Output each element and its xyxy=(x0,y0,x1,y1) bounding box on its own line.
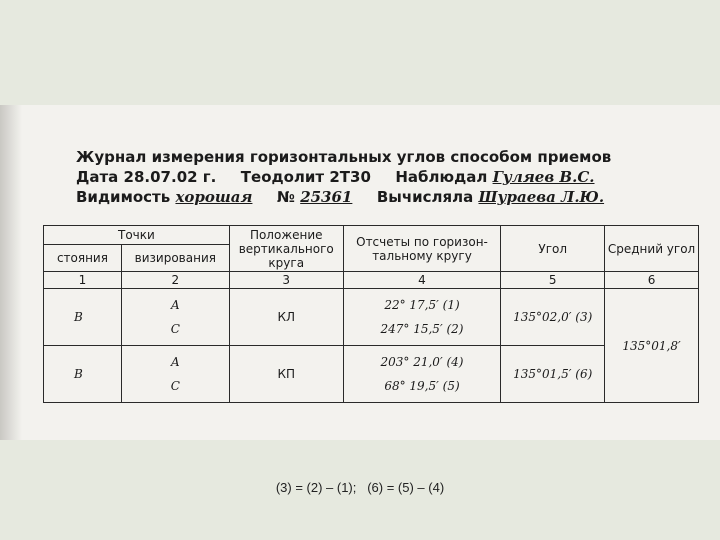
circle-position-cell: КЛ xyxy=(229,289,343,346)
observer-value: Гуляев В.С. xyxy=(492,168,595,186)
heading-date-line xyxy=(76,167,676,187)
sighting-c: С xyxy=(170,379,180,393)
theodolite-value: 2Т30 xyxy=(329,168,371,186)
angle-cell: 135°01,5′ (6) xyxy=(501,346,605,403)
reading-a: 203° 21,0′ (4) xyxy=(380,355,464,369)
readings-cell xyxy=(343,289,501,346)
header-mean-angle: Средний угол xyxy=(605,226,699,272)
column-number: 6 xyxy=(605,272,699,289)
station-cell: В xyxy=(44,289,122,346)
number-value: 25361 xyxy=(300,188,353,206)
column-number: 4 xyxy=(343,272,501,289)
observer-label: Наблюдал xyxy=(395,168,488,186)
angle-cell: 135°02,0′ (3) xyxy=(501,289,605,346)
calculated-value: Шураева Л.Ю. xyxy=(478,188,605,206)
date-label: Дата xyxy=(76,168,119,186)
journal-heading xyxy=(76,147,676,207)
table-row-kl xyxy=(44,289,699,346)
circle-position-cell: КП xyxy=(229,346,343,403)
readings-cell xyxy=(343,346,501,403)
calculated-label: Вычисляла xyxy=(376,188,474,206)
title-band xyxy=(0,0,720,106)
page-gutter-shadow xyxy=(0,105,22,440)
mean-angle-cell: 135°01,8′ xyxy=(605,289,699,403)
heading-title: Журнал измерения горизонтальных углов способом приемов xyxy=(76,148,612,166)
column-number: 3 xyxy=(229,272,343,289)
column-number: 1 xyxy=(44,272,122,289)
column-number: 2 xyxy=(121,272,229,289)
header-angle: Угол xyxy=(501,226,605,272)
table-header-row xyxy=(44,226,699,245)
visibility-label: Видимость xyxy=(76,188,171,206)
reading-a: 22° 17,5′ (1) xyxy=(384,298,460,312)
reading-c: 247° 15,5′ (2) xyxy=(380,322,464,336)
sighting-a: А xyxy=(170,355,180,369)
header-station: стояния xyxy=(44,245,122,272)
sighting-a: А xyxy=(170,298,180,312)
measurement-journal-table xyxy=(43,225,699,403)
table-row-kp xyxy=(44,346,699,403)
header-circle-position: Положение вертикального круга xyxy=(229,226,343,272)
theodolite-label: Теодолит xyxy=(240,168,325,186)
column-number-row xyxy=(44,272,699,289)
header-points: Точки xyxy=(44,226,230,245)
heading-visibility-line xyxy=(76,187,676,207)
visibility-value: хорошая xyxy=(175,188,253,206)
header-sighting: визирования xyxy=(121,245,229,272)
station-cell: В xyxy=(44,346,122,403)
sighting-cell xyxy=(121,289,229,346)
column-number: 5 xyxy=(501,272,605,289)
sighting-c: С xyxy=(170,322,180,336)
sighting-cell xyxy=(121,346,229,403)
date-value: 28.07.02 г. xyxy=(123,168,217,186)
header-readings: Отсчеты по горизон-тальному кругу xyxy=(343,226,501,272)
reading-c: 68° 19,5′ (5) xyxy=(384,379,460,393)
formula-text: (3) = (2) – (1); (6) = (5) – (4) xyxy=(275,480,445,495)
scanned-page xyxy=(0,105,720,440)
number-label: № xyxy=(276,188,295,206)
